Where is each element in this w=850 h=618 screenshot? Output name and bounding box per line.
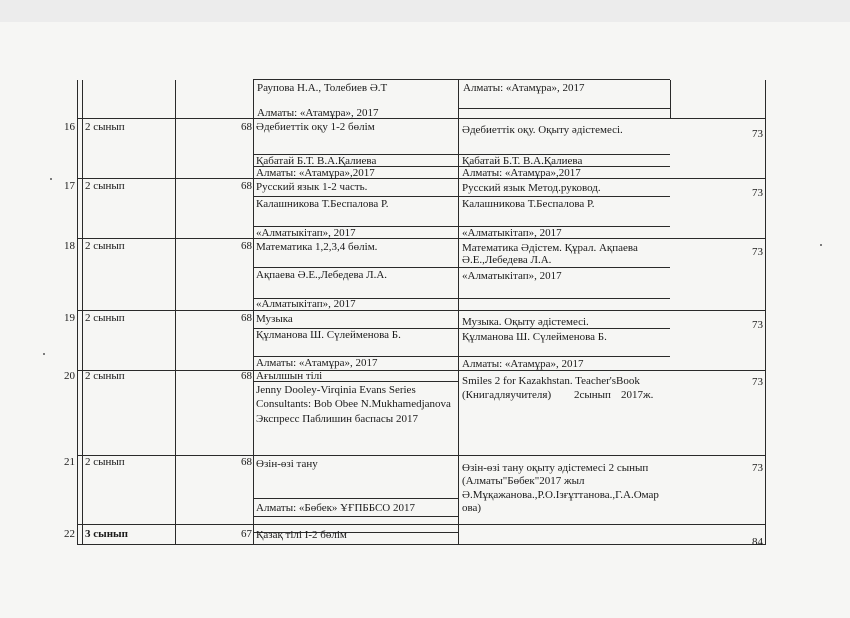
method-authors: Қабатай Б.Т. В.А.Қалиева [462,155,583,167]
subrow-line [253,196,670,197]
method-count: 73 [752,376,763,388]
grade: 2 сынып [85,180,125,192]
subrow-line [253,516,458,517]
table-bottom-line [77,544,766,545]
row-separator [77,455,766,456]
column-divider [458,80,459,544]
subrow-line [253,498,458,499]
method-authors: Құлманова Ш. Сүлейменова Б. [462,331,607,343]
subrow-line [253,267,670,268]
method-title: Smiles 2 for Kazakhstan. Teacher'sBook [462,375,640,387]
book-publisher: Алматы: «Бөбек» ҰҒПББСО 2017 [256,502,416,514]
student-count: 68 [241,180,252,192]
scan-speck [43,353,45,355]
grade: 2 сынып [85,240,125,252]
book-title: Математика 1,2,3,4 бөлім. [256,241,378,253]
book-publisher: «Алматыкітап», 2017 [256,227,356,239]
method-publisher: Алматы: «Атамұра»,2017 [462,167,581,179]
method-title: Математика Әдістем. Құрал. Ақпаева [462,242,638,254]
book-authors-line1: Jenny Dooley-Virqinia Evans Series [256,384,416,396]
method-publisher: Алматы: «Атамұра», 2017 [462,358,584,370]
row-number: 22 [64,528,75,540]
book-publisher: «Алматыкітап», 2017 [256,298,356,310]
method-title: Әдебиеттік оқу. Оқыту әдістемесі. [462,124,623,136]
book-authors: Калашникова Т.Беспалова Р. [256,198,389,210]
book-publisher: Алматы: «Атамұра», 2017 [256,357,378,369]
book-title: Русский язык 1-2 часть. [256,181,368,193]
method-authors: Ә.Мұқажанова.,Р.О.Ізғұттанова.,Г.А.Омар [462,489,659,501]
row-number: 17 [64,180,75,192]
method-title-line2: Ә.Е.,Лебедева Л.А. [462,254,552,266]
student-count: 68 [241,312,252,324]
row-separator [77,310,766,311]
book-authors: Раупова Н.А., Толебиев Ә.Т [257,82,388,94]
method-count: 73 [752,462,763,474]
method-count: 73 [752,128,763,140]
book-publisher: Экспресс Паблишин баспасы 2017 [256,413,418,425]
student-count: 67 [241,528,252,540]
book-title: Музыка [256,313,293,325]
student-count: 68 [241,456,252,468]
book-title: Өзін-өзі тану [256,458,318,470]
method-title-line2: (Алматы"Бөбек"2017 жыл [462,475,585,487]
scan-speck [820,244,822,246]
grade: 2 сынып [85,456,125,468]
column-divider [670,80,671,118]
column-divider [175,80,176,544]
table-border-right [765,80,766,544]
book-title: Ағылшын тілі [256,370,323,382]
grade: 2 сынып [85,121,125,133]
student-count: 68 [241,240,252,252]
method-count: 84 [752,536,763,548]
grade: 2 сынып [85,312,125,324]
table-border-left [77,80,78,544]
row-number: 16 [64,121,75,133]
column-divider [253,80,254,544]
row-separator [77,178,766,179]
row-separator [77,524,766,525]
row-number: 20 [64,370,75,382]
grade: 2 сынып [85,370,125,382]
method-title: Музыка. Оқыту әдістемесі. [462,316,589,328]
grade: 3 сынып [85,528,128,540]
method-title: Өзін-өзі тану оқыту әдістемесі 2 сынып [462,462,649,474]
book-authors: Құлманова Ш. Сүлейменова Б. [256,329,401,341]
book-authors: Қабатай Б.Т. В.А.Қалиева [256,155,377,167]
method-publisher: Алматы: «Атамұра», 2017 [463,82,585,94]
method-authors-line2: ова) [462,502,482,514]
row-number: 19 [64,312,75,324]
method-authors: Калашникова Т.Беспалова Р. [462,198,595,210]
method-title: Русский язык Метод.руковод. [462,182,601,194]
subrow-line [458,108,670,109]
method-count: 73 [752,319,763,331]
method-year: 2017ж. [621,389,654,401]
method-grade: 2сынып [574,389,611,401]
method-publisher: «Алматыкітап», 2017 [462,227,562,239]
book-title: Әдебиеттік оқу 1-2 бөлім [256,121,375,133]
row-number: 21 [64,456,75,468]
subrow-line [253,79,670,80]
method-count: 73 [752,246,763,258]
student-count: 68 [241,370,252,382]
method-count: 73 [752,187,763,199]
book-publisher: Алматы: «Атамұра», 2017 [257,107,379,119]
column-divider [82,80,83,544]
row-separator [77,370,766,371]
book-title: Қазақ тілі І-2 бөлім [256,529,347,541]
row-number: 18 [64,240,75,252]
book-authors: Ақпаева Ә.Е.,Лебедева Л.А. [256,269,388,281]
student-count: 68 [241,121,252,133]
method-publisher: «Алматыкітап», 2017 [462,270,562,282]
book-publisher: Алматы: «Атамұра»,2017 [256,167,375,179]
method-title-line2: (Книгадляучителя) [462,389,552,401]
row-separator [77,118,766,119]
book-authors-line2: Consultants: Bob Obee N.Mukhamedjanova [256,398,451,410]
row-separator [77,238,766,239]
